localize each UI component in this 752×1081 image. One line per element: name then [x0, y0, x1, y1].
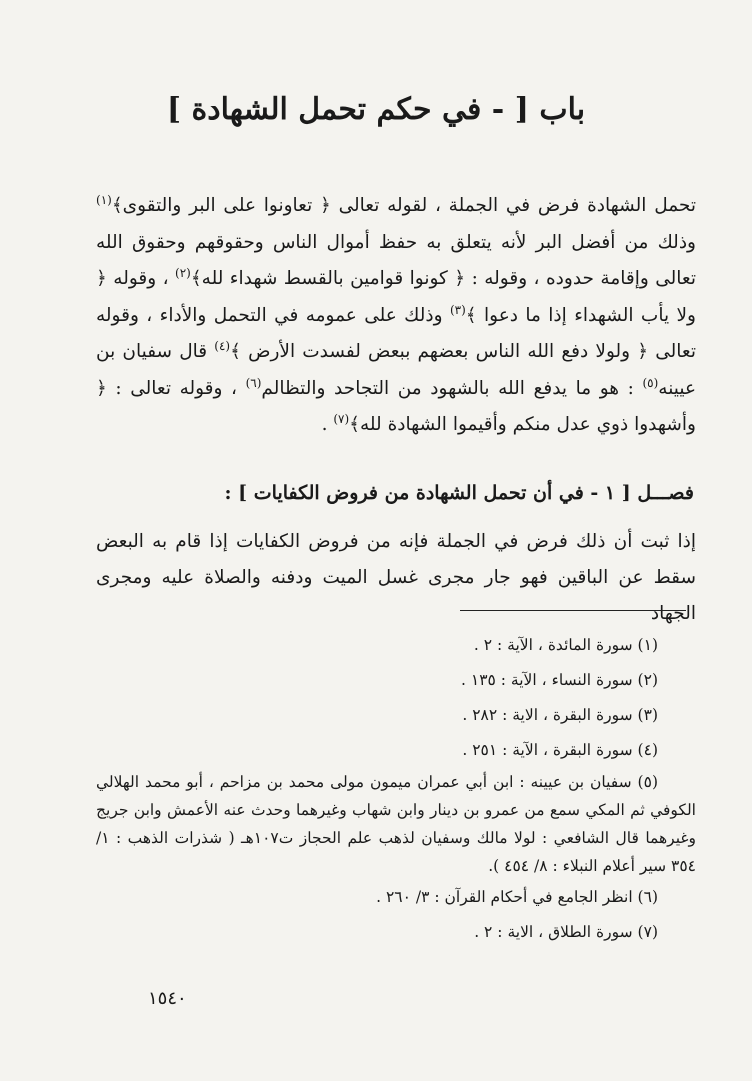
text-segment: قال سفيان بن عيينه — [96, 341, 696, 399]
section-heading: فصـــل [ ١ - في أن تحمل الشهادة من فروض الكفايات ] : — [224, 482, 694, 504]
footnote-ref: (٦) — [245, 375, 262, 390]
footnote-3: (٣) سورة البقرة ، الاية : ٢٨٢ . — [462, 706, 658, 724]
footnote-ref: (٢) — [175, 265, 191, 280]
text-segment: : هو ما يدفع الله بالشهود من التجاحد والتظالم — [261, 377, 643, 399]
text-segment: تحمل الشهادة فرض في الجملة ، لقوله تعالى ﴿ تعاونوا على البر والتقوى﴾ — [111, 195, 696, 216]
footnote-6: (٦) انظر الجامع في أحكام القرآن : ٣/ ٢٦٠ . — [376, 888, 658, 906]
footnote-ref: (٧) — [333, 411, 350, 426]
footnote-divider — [460, 610, 686, 611]
chapter-title: باب [ - في حكم تحمل الشهادة ] — [166, 92, 586, 127]
footnote-ref: (١) — [96, 192, 112, 207]
footnote-1: (١) سورة المائدة ، الآية : ٢ . — [473, 636, 658, 654]
footnote-4: (٤) سورة البقرة ، الآية : ٢٥١ . — [462, 741, 658, 759]
text-segment: ، وقوله تعالى : ﴿ وأشهدوا ذوي عدل منكم وأقيموا الشهادة لله﴾ — [96, 377, 696, 435]
footnote-7: (٧) سورة الطلاق ، الاية : ٢ . — [474, 923, 658, 941]
text-segment: . — [321, 414, 334, 435]
main-paragraph — [96, 188, 696, 444]
footnote-2: (٢) سورة النساء ، الآية : ١٣٥ . — [461, 671, 658, 689]
text-segment: ، وقوله ﴿ ولا يأب الشهداء إذا ما دعوا ﴾ — [96, 268, 696, 326]
footnote-ref: (٤) — [214, 338, 231, 353]
footnote-ref: (٣) — [449, 302, 466, 317]
footnote-5: (٥) سفيان بن عيينه : ابن أبي عمران ميمون مولى محمد بن مزاحم ، أبو محمد الهلالي الكوفي ثم المكي سمع من عمرو بن دينار وابن شهاب وغيرهما وحدث عنه الأعمش وابن جريج وغيرهما قال الشافعي : لولا مالك وسفيان لذهب علم الحجاز ت١٠٧هـ ( شذرات الذهب : ١/ ٣٥٤ سير أعلام النبلاء : ٨/ ٤٥٤ ). — [96, 773, 696, 875]
section-paragraph: إذا ثبت أن ذلك فرض في الجملة فإنه من فروض الكفايات إذا قام به البعض سقط عن الباقين فهو جار مجرى غسل الميت ودفنه والصلاة عليه ومجرى الجهاد — [96, 531, 696, 624]
page-number: ١٥٤٠ — [148, 988, 187, 1009]
text-segment: وذلك من أفضل البر لأنه يتعلق به حفظ أموال الناس وحقوقهم وحقوق الله تعالى وإقامة حدوده ، وقوله : ﴿ كونوا قوامين بالقسط شهداء لله﴾ — [96, 231, 696, 289]
text-segment: وذلك على عمومه في التحمل والأداء ، وقوله تعالى ﴿ ولولا دفع الله الناس بعضهم ببعض لفسدت الأرض ﴾ — [96, 304, 696, 362]
footnote-ref: (٥) — [642, 375, 659, 390]
footnotes — [96, 628, 696, 950]
